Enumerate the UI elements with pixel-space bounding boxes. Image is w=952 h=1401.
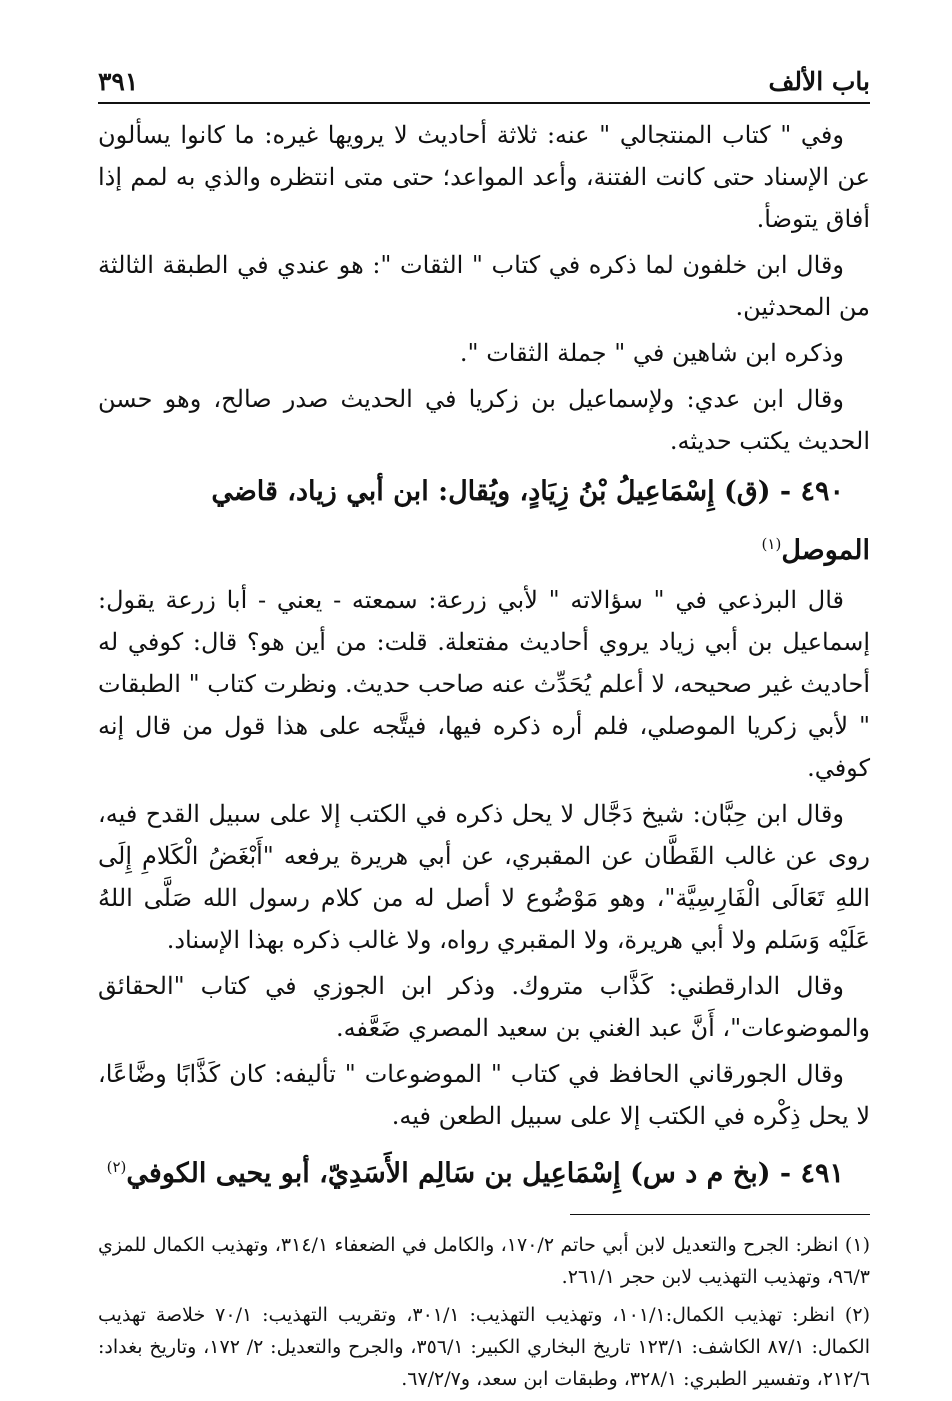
chapter-title: باب الألف	[768, 67, 870, 96]
paragraph: وقال ابن عدي: ولإسماعيل بن زكريا في الحديث صدر صالح، وهو حسن الحديث يكتب حديثه.	[98, 385, 870, 455]
paragraph: وفي " كتاب المنتجالي " عنه: ثلاثة أحاديث لا يرويها غيره: ما كانوا يسألون عن الإسناد حتى كانت الفتنة، وأعد المواعد؛ حتى متى انتظره والذي به لمم إذا أفاق يتوضأ.	[98, 121, 870, 233]
entry-heading-491	[98, 1141, 870, 1200]
paragraph: وقال الدارقطني: كَذَّاب متروك. وذكر ابن الجوزي في كتاب "الحقائق والموضوعات"، أَنَّ عبد الغني بن سعيد المصري ضَعَّفه.	[98, 972, 870, 1042]
entry-heading-text: ٤٩١ - (بخ م د س) إِسْمَاعِيل بن سَالِم الأَسَدِيّ، أبو يحيى الكوفي	[126, 1158, 844, 1189]
page-body	[98, 114, 870, 1395]
paragraph: وقال ابن خلفون لما ذكره في كتاب " الثقات ": هو عندي في الطبقة الثالثة من المحدثين.	[98, 251, 870, 321]
footnote: (٢) انظر: تهذيب الكمال:١٠١/١، وتهذيب التهذيب: ٣٠١/١، وتقريب التهذيب: ٧٠/١ خلاصة تهذيب الكمال: ٨٧/١ الكاشف: ١٢٣/١ تاريخ البخاري الكبير: ٣٥٦/١، والجرح والتعديل: ٢/ ١٧٢، وتاريخ بغداد: ٢١٢/٦، وتفسير الطبري: ٣٢٨/١، وطبقات ابن سعد، و٦٧/٢/٧.	[98, 1304, 871, 1390]
running-header	[98, 56, 870, 104]
entry-heading-text: ٤٩٠ - (ق) إِسْمَاعِيلُ بْنُ زِيَادٍ، ويُقال: ابن أبي زياد، قاضي الموصل	[211, 476, 870, 566]
paragraph: وذكره ابن شاهين في " جملة الثقات ".	[459, 339, 844, 367]
paragraph: قال البرذعي في " سؤالاته " لأبي زرعة: سمعته - يعني - أبا زرعة يقول: إسماعيل بن أبي زياد يروي أحاديث مفتعلة. قلت: من أين هو؟ قال: كوفي له أحاديث غير صحيحه، لا أعلم يُحَدِّث عنه صاحب حديث. ونظرت كتاب " الطبقات " لأبي زكريا الموصلي، فلم أره ذكره فيها، فيتَّجه على هذا قول من قال إنه كوفي.	[98, 586, 870, 782]
book-page	[98, 56, 870, 1401]
footnote-ref[interactable]: (١)	[761, 535, 782, 553]
footnote: (١) انظر: الجرح والتعديل لابن أبي حاتم ١٧٠/٢، والكامل في الضعفاء ٣١٤/١، وتهذيب الكمال للمزي ٩٦/٣، وتهذيب التهذيب لابن حجر ٢٦١/١.	[98, 1234, 870, 1288]
footnote-divider	[570, 1214, 870, 1215]
paragraph: وقال ابن حِبَّان: شيخ دَجَّال لا يحل ذكره في الكتب إلا على سبيل القدح فيه، روى عن غالب القَطَّان عن المقبري، عن أبي هريرة يرفعه "أَبْغَضُ الْكَلامِ إِلَى اللهِ تَعَالَى الْفَارِسِيَّة"، وهو مَوْضُوع لا أصل له من كلام رسول الله صَلَّى اللهُ عَلَيْه وَسَلم ولا أبي هريرة، ولا المقبري رواه، ولا غالب ذكره بهذا الإسناد.	[98, 800, 870, 954]
page-number: ٣٩١	[98, 67, 139, 96]
entry-heading-490	[98, 466, 870, 577]
paragraph: وقال الجورقاني الحافظ في كتاب " الموضوعات " تأليفه: كان كَذَّابًا وضَّاعًا، لا يحل ذِكْره في الكتب إلا على سبيل الطعن فيه.	[98, 1060, 870, 1130]
footnote-ref[interactable]: (٢)	[106, 1158, 127, 1176]
